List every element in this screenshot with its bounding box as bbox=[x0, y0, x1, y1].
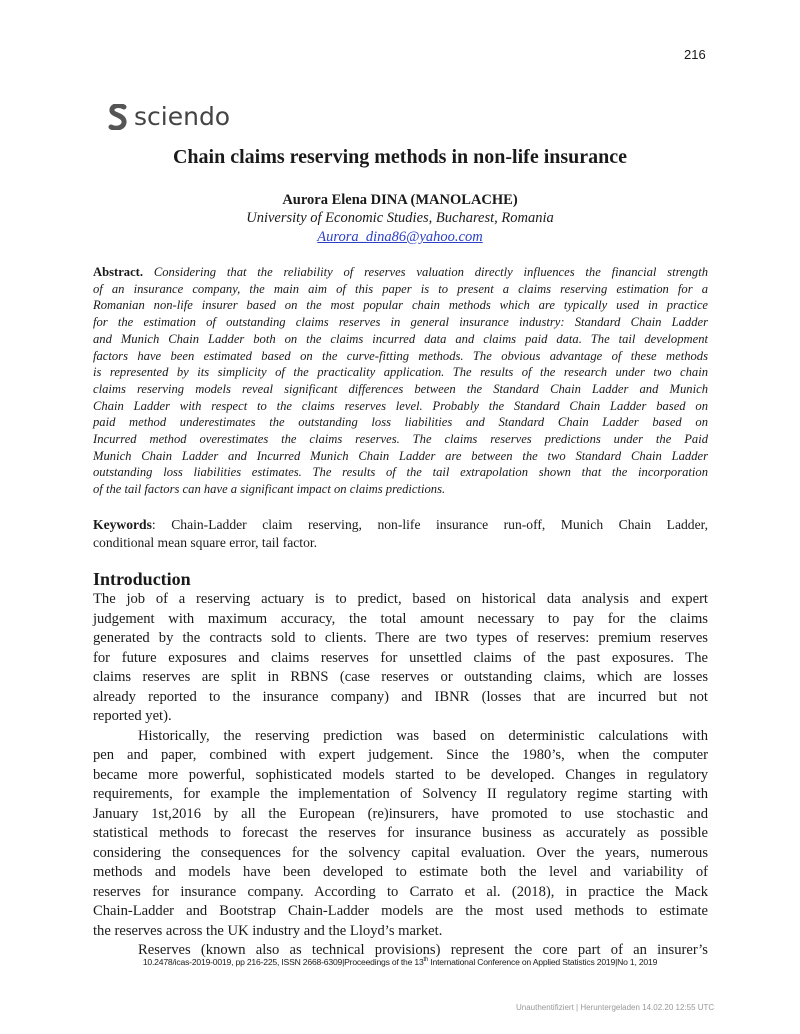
abstract-line bbox=[93, 481, 708, 498]
abstract-line bbox=[93, 348, 708, 365]
paragraph-line: already reported to the insurance company) and IBNR (losses that are incurred but not bbox=[93, 688, 708, 705]
abstract-text: of the tail factors can have a significant impact on claims predictions. bbox=[93, 482, 446, 497]
footer-text-end: International Conference on Applied Statistics 2019|No 1, 2019 bbox=[428, 957, 658, 967]
paragraph-line: methods and models have been developed to estimate both the level and variability of bbox=[93, 864, 708, 880]
abstract-text: factors have been estimated based on the curve-fitting methods. The obvious advantage of these methods bbox=[93, 348, 708, 363]
keywords-label: Keywords bbox=[93, 517, 152, 532]
footer-citation bbox=[0, 957, 800, 967]
author-name: Aurora Elena DINA (MANOLACHE) bbox=[282, 192, 518, 208]
abstract-text: claims reserving models reveal significant differences between the Standard Chain Ladder and Munich bbox=[93, 381, 708, 396]
page-number: 216 bbox=[684, 47, 706, 62]
abstract-line bbox=[93, 464, 708, 481]
paragraph-line: Reserves (known also as technical provisions) represent the core part of an insurer’s bbox=[138, 942, 708, 958]
abstract-line bbox=[93, 448, 708, 465]
abstract-line bbox=[93, 331, 708, 348]
paragraph-line: The job of a reserving actuary is to predict, based on historical data analysis and expert bbox=[93, 591, 708, 607]
abstract-text: paid method underestimates the outstanding loss liabilities and Standard Chain Ladder based on bbox=[93, 415, 708, 430]
abstract-text: Romanian non-life insurer based on the most popular chain methods which are typically used in practice bbox=[93, 298, 708, 313]
abstract-line bbox=[93, 314, 708, 331]
paragraph-line: requirements, for example the implementation of Solvency II regulatory regime starting with bbox=[93, 786, 708, 802]
paragraph-line: the reserves across the UK industry and the Lloyd’s market. bbox=[93, 922, 443, 939]
paragraph-line: became more powerful, sophisticated models started to be developed. Changes in regulatory bbox=[93, 766, 708, 783]
abstract-line bbox=[93, 381, 708, 398]
affiliation: University of Economic Studies, Bucharest, Romania bbox=[246, 210, 554, 226]
abstract-line bbox=[93, 297, 708, 314]
footer-sup: th bbox=[423, 957, 429, 964]
abstract-text: Munich Chain Ladder and Incurred Munich Chain Ladder are between the two Standard Chain Ladder bbox=[93, 448, 708, 463]
keywords-line bbox=[93, 516, 708, 534]
abstract-label: Abstract. bbox=[93, 265, 144, 279]
keywords bbox=[93, 516, 708, 552]
abstract bbox=[93, 264, 708, 498]
abstract-line bbox=[93, 281, 708, 298]
paper-title: Chain claims reserving methods in non-life insurance bbox=[172, 146, 628, 168]
paragraph-line: Historically, the reserving prediction was based on deterministic calculations with bbox=[138, 727, 708, 744]
abstract-text: of an insurance company, the main aim of this paper is to present a claims reserving estimation for a bbox=[93, 281, 708, 296]
paragraph-line: statistical methods to forecast the reserves for insurance business as accurately as possible bbox=[93, 825, 708, 841]
footer-text: 10.2478/icas-2019-0019, pp 216-225, ISSN 2668-6309|Proceedings of the 13 bbox=[142, 957, 424, 967]
keywords-text: conditional mean square error, tail factor. bbox=[93, 535, 318, 550]
logo-text: sciendo bbox=[134, 102, 231, 131]
section-heading-introduction: Introduction bbox=[93, 569, 191, 589]
paragraph-line: reserves for insurance company. According to Carrato et al. (2018), in practice the Mack bbox=[93, 883, 708, 900]
download-stamp: Unauthentifiziert | Heruntergeladen 14.02.20 12:55 UTC bbox=[516, 1003, 715, 1012]
abstract-text: Considering that the reliability of reserves valuation directly influences the financial strength bbox=[143, 265, 708, 279]
paragraph-line: January 1st,2016 by all the European (re)insurers, have promoted to use stochastic and bbox=[93, 805, 708, 822]
abstract-text: is represented by its simplicity of the practicality application. The results of the research under two chain bbox=[93, 365, 708, 380]
author-email bbox=[0, 229, 800, 246]
abstract-line bbox=[93, 414, 708, 431]
keywords-line bbox=[93, 534, 708, 552]
email-link[interactable]: Aurora_dina86@yahoo.com bbox=[317, 229, 483, 245]
abstract-line bbox=[93, 431, 708, 448]
paragraph-line: claims reserves are split in RBNS (case reserves or outstanding claims, which are losses bbox=[93, 669, 708, 685]
abstract-line bbox=[93, 364, 708, 381]
abstract-text: Chain Ladder with respect to the claims reserves level. Probably the Standard Chain Ladder based on bbox=[93, 398, 708, 413]
abstract-text: Incurred method overestimates the claims reserves. The claims reserves predictions under the Paid bbox=[93, 432, 708, 447]
paragraph-line: for future exposures and claims reserves for unsettled claims of the past exposures. The bbox=[93, 649, 708, 666]
paragraph-line: Chain-Ladder and Bootstrap Chain-Ladder models are the most used methods to estimate bbox=[93, 903, 708, 919]
sciendo-s-icon bbox=[108, 104, 128, 130]
paragraph-line: considering the consequences for the solvency capital evaluation. Over the years, numerous bbox=[93, 844, 708, 861]
publisher-logo bbox=[108, 102, 230, 131]
paragraph-line: pen and paper, combined with expert judgement. Since the 1980’s, when the computer bbox=[93, 747, 708, 763]
abstract-text: and Munich Chain Ladder both on the claims incurred data and claims paid data. The tail development bbox=[93, 331, 708, 346]
paragraph-line: generated by the contracts sold to clients. There are two types of reserves: premium reserves bbox=[93, 630, 708, 646]
abstract-text: for the estimation of outstanding claims reserves in general insurance industry: Standard Chain Ladder bbox=[93, 315, 708, 330]
abstract-text: outstanding loss liabilities estimates. The results of the tail extrapolation shown that the incorporation bbox=[93, 465, 708, 480]
abstract-line bbox=[93, 398, 708, 415]
paragraph-line: judgement with maximum accuracy, the total amount necessary to pay for the claims bbox=[93, 610, 708, 627]
abstract-line bbox=[93, 264, 708, 281]
keywords-text: : Chain-Ladder claim reserving, non-life insurance run-off, Munich Chain Ladder, bbox=[151, 517, 708, 532]
paragraph-line: reported yet). bbox=[93, 708, 172, 724]
